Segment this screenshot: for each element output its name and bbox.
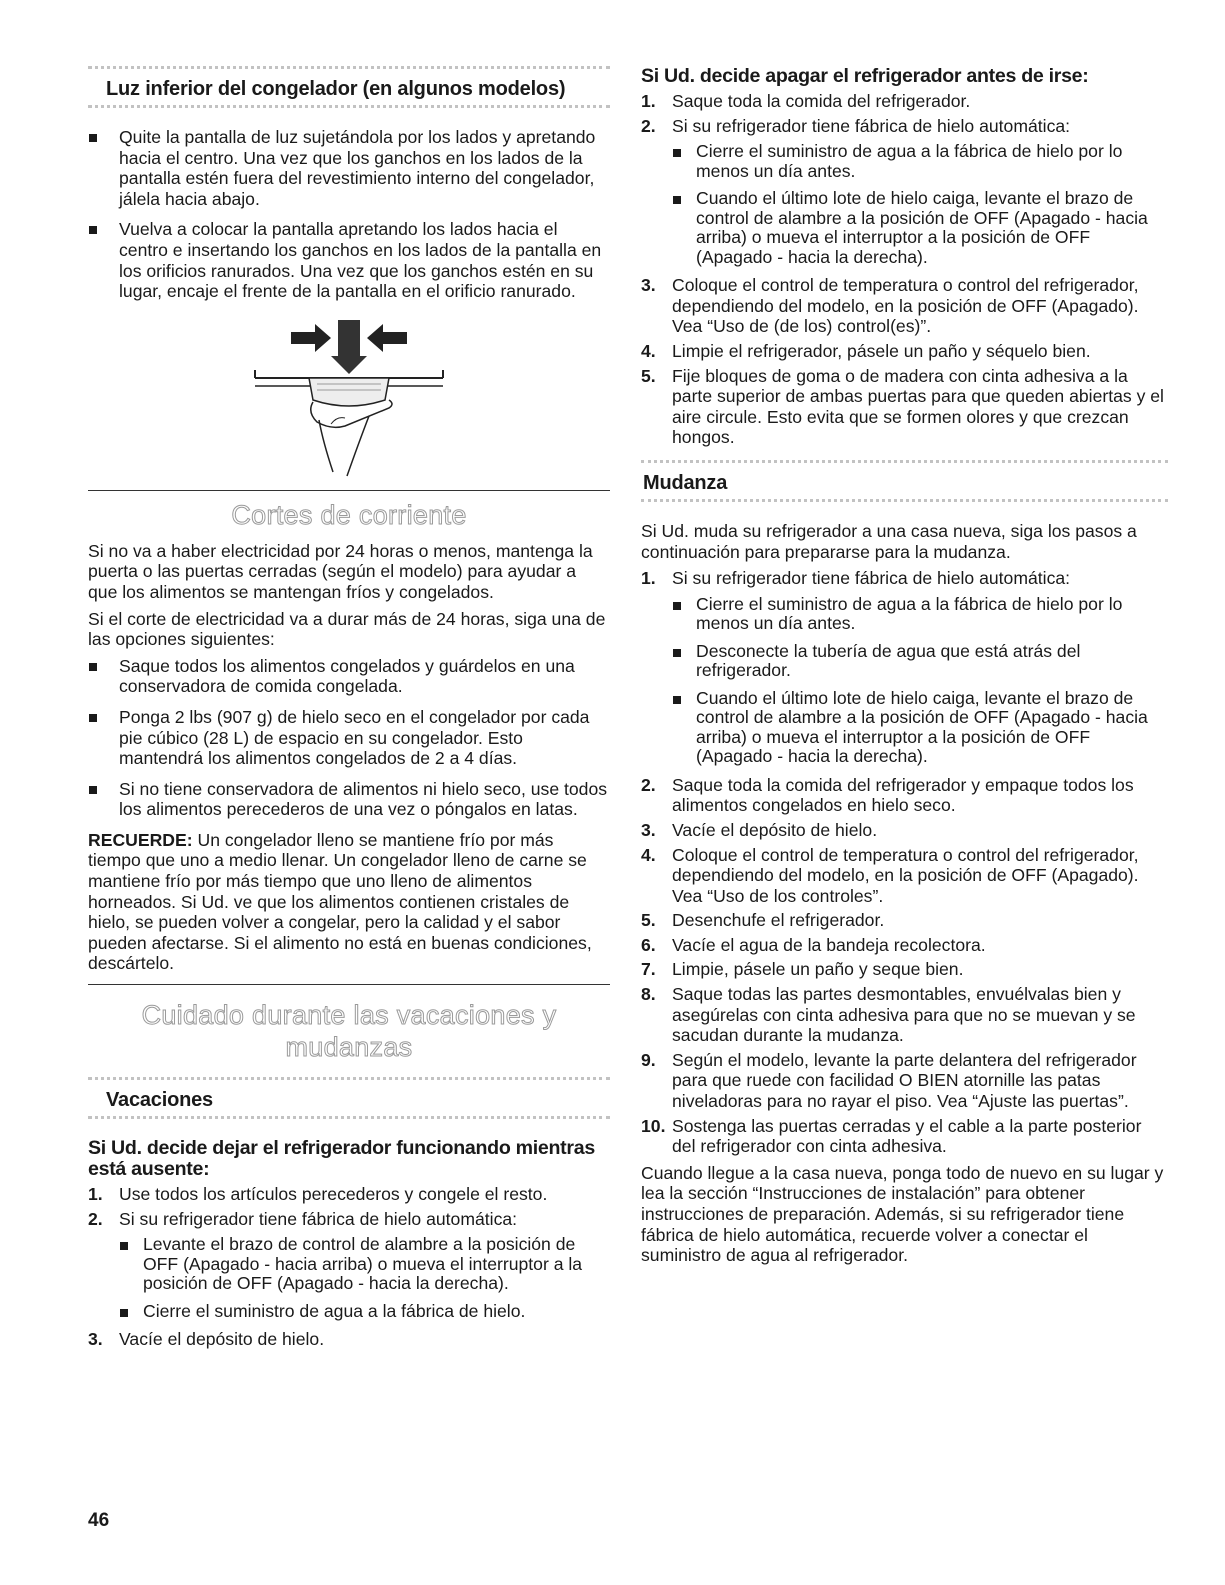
vacation-heading-block [88, 1077, 610, 1124]
step-number: 9. [641, 1049, 656, 1070]
step-number: 3. [641, 819, 656, 840]
remember-note [88, 830, 610, 974]
step-text: Vacíe el depósito de hielo. [672, 819, 878, 840]
dotted-rule [641, 460, 1168, 468]
step-text: Saque toda la comida del refrigerador y empaque todos los alimentos congelados en hielo seco. [672, 774, 1134, 816]
step-number: 1. [641, 568, 656, 589]
list-item: Desconecte la tubería de agua que está atrás del refrigerador. [641, 642, 1168, 681]
list-item: Cierre el suministro de agua a la fábrica de hielo por lo menos un día antes. [641, 142, 1168, 181]
moving-heading-block [641, 460, 1168, 507]
vacation-title-line2: mudanzas [285, 1032, 413, 1063]
moving-steps-cont [641, 775, 1168, 1157]
list-item [88, 1184, 610, 1205]
step-text: Coloque el control de temperatura o control del refrigerador, dependiendo del modelo, en la posición de OFF (Apagado). Vea “Uso de (de los) control(es)”. [672, 275, 1139, 337]
step-text: Si su refrigerador tiene fábrica de hielo automática: [672, 568, 1071, 589]
step-number: 3. [641, 275, 656, 296]
keep-running-heading: Si Ud. decide dejar el refrigerador funcionando mientras está ausente: [88, 1137, 595, 1181]
step-text: Use todos los artículos perecederos y congele el resto. [119, 1184, 548, 1205]
step-text: Limpie el refrigerador, pásele un paño y séquelo bien. [672, 340, 1091, 361]
list-item: Cuando el último lote de hielo caiga, levante el brazo de control de alambre a la posición de OFF (Apagado - hacia arriba) o mueva el interruptor a la posición de OFF (Apagado - hacia la derecha). [641, 189, 1168, 267]
freezer-light-bullets [88, 127, 610, 302]
moving-closing: Cuando llegue a la casa nueva, ponga todo de nuevo en su lugar y lea la sección “Instrucciones de instalación” para obtener instrucciones de preparación. Además, si su refrigerador tiene fábrica de hielo automática, recuerde volver a conectar el suministro de agua al refrigerador. [641, 1162, 1164, 1266]
step-text: Limpie, pásele un paño y seque bien. [672, 959, 964, 980]
step-text: Saque todas las partes desmontables, envuélvalas bien y asegúrelas con cinta adhesiva para que no se muevan y se sacudan durante la mudanza. [672, 984, 1136, 1046]
page-number: 46 [88, 1510, 110, 1531]
freezer-light-heading: Luz inferior del congelador (en algunos modelos) [106, 78, 566, 100]
vacation-moving-title [88, 999, 610, 1063]
step-number: 5. [641, 910, 656, 931]
list-item: Levante el brazo de control de alambre a la posición de OFF (Apagado - hacia arriba) o mueva el interruptor a la posición de OFF (Apagado - hacia la derecha). [88, 1235, 610, 1294]
step-number: 10. [641, 1115, 666, 1136]
list-item [641, 1116, 1168, 1157]
step-text: Vacíe el depósito de hielo. [119, 1329, 325, 1350]
vacation-steps-cont [88, 1329, 610, 1350]
turn-off-steps-cont [641, 275, 1168, 448]
moving-step1-bullets [641, 595, 1168, 767]
list-item [641, 275, 1168, 337]
step-number: 4. [641, 844, 656, 865]
list-item: Si no tiene conservadora de alimentos ni hielo seco, use todos los alimentos perecederos de una vez o póngalos en latas. [88, 779, 610, 820]
turn-off-step2-bullets [641, 142, 1168, 267]
list-item [641, 845, 1168, 907]
turn-off-steps [641, 91, 1168, 136]
step-text: Según el modelo, levante la parte delantera del refrigerador para que ruede con facilidad O BIEN atornille las patas niveladoras para no rayar el piso. Vea “Ajuste las puertas”. [672, 1049, 1137, 1112]
step-number: 2. [641, 774, 656, 795]
vacation-step2-bullets [88, 1235, 610, 1321]
step-text: Desenchufe el refrigerador. [672, 910, 885, 931]
dotted-rule [88, 66, 610, 74]
remember-text: Un congelador lleno se mantiene frío por más tiempo que uno a medio llenar. Un congelador lleno de carne se mantiene frío por más tiempo que uno lleno de alimentos horneados. Si Ud. ve que los alimentos contienen cristales de hielo, se pueden volver a congelar, pero la calidad y el sabor pueden afectarse. Si el alimento no está en buenas condiciones, descártelo. [88, 829, 592, 974]
left-column [88, 66, 610, 1356]
dotted-rule [88, 105, 610, 113]
vacation-steps [88, 1184, 610, 1229]
power-outage-title: Cortes de corriente [231, 499, 467, 530]
list-item [88, 1209, 610, 1230]
step-number: 8. [641, 984, 656, 1005]
step-text: Vacíe el agua de la bandeja recolectora. [672, 934, 986, 955]
list-item [641, 366, 1168, 448]
power-outage-bullets [88, 656, 610, 820]
moving-steps [641, 568, 1168, 589]
power-outage-para2: Si el corte de electricidad va a durar más de 24 horas, siga una de las opciones siguientes: [88, 608, 606, 650]
vacation-title-line1: Cuidado durante las vacaciones y [141, 1000, 557, 1031]
turn-off-heading: Si Ud. decide apagar el refrigerador antes de irse: [641, 65, 1089, 87]
step-number: 2. [88, 1208, 103, 1229]
moving-subheading: Mudanza [643, 471, 728, 494]
list-item [641, 984, 1168, 1046]
list-item [641, 935, 1168, 956]
step-number: 2. [641, 115, 656, 136]
list-item [641, 568, 1168, 589]
list-item [641, 959, 1168, 980]
vacation-subheading: Vacaciones [106, 1089, 213, 1112]
list-item: Cuando el último lote de hielo caiga, levante el brazo de control de alambre a la posición de OFF (Apagado - hacia arriba) o mueva el interruptor a la posición de OFF (Apagado - hacia la derecha). [641, 689, 1168, 767]
section-divider [88, 490, 610, 491]
light-shield-illustration [219, 312, 479, 482]
step-number: 6. [641, 934, 656, 955]
step-text: Sostenga las puertas cerradas y el cable a la parte posterior del refrigerador con cinta adhesiva. [672, 1115, 1142, 1157]
list-item [641, 1050, 1168, 1112]
step-number: 1. [641, 91, 656, 111]
right-column [641, 66, 1168, 1272]
power-outage-para1: Si no va a haber electricidad por 24 horas o menos, mantenga la puerta o las puertas cerradas (según el modelo) para ayudar a que los alimentos se mantengan fríos y congelados. [88, 540, 593, 602]
remember-label: RECUERDE: [88, 829, 193, 850]
moving-intro: Si Ud. muda su refrigerador a una casa nueva, siga los pasos a continuación para prepararse para la mudanza. [641, 520, 1137, 562]
list-item [641, 116, 1168, 137]
dotted-rule [88, 1077, 610, 1085]
list-item [641, 820, 1168, 841]
list-item [641, 91, 1168, 112]
list-item: Saque todos los alimentos congelados y guárdelos en una conservadora de comida congelada. [88, 656, 610, 697]
list-item [88, 1329, 610, 1350]
section-divider [88, 984, 610, 985]
list-item [641, 775, 1168, 816]
step-number: 3. [88, 1329, 103, 1350]
step-number: 5. [641, 365, 656, 386]
list-item: Cierre el suministro de agua a la fábrica de hielo. [88, 1302, 610, 1322]
list-item [641, 910, 1168, 931]
dotted-rule [88, 1116, 610, 1124]
list-item [641, 341, 1168, 362]
step-text: Coloque el control de temperatura o control del refrigerador, dependiendo del modelo, en la posición de OFF (Apagado). Vea “Uso de los controles”. [672, 844, 1139, 906]
dotted-rule [641, 499, 1168, 507]
step-number: 1. [88, 1184, 103, 1205]
freezer-light-heading-block [88, 66, 610, 113]
step-number: 7. [641, 959, 656, 980]
step-text: Si su refrigerador tiene fábrica de hielo automática: [672, 115, 1071, 136]
step-text: Saque toda la comida del refrigerador. [672, 91, 971, 111]
list-item: Vuelva a colocar la pantalla apretando los lados hacia el centro e insertando los ganchos en los lados de la pantalla en los orificios ranurados. Una vez que los ganchos estén en su lugar, encaje el frente de la pantalla en el orificio ranurado. [88, 219, 610, 301]
step-number: 4. [641, 340, 656, 361]
list-item: Ponga 2 lbs (907 g) de hielo seco en el congelador por cada pie cúbico (28 L) de espacio en su congelador. Esto mantendrá los alimentos congelados de 2 a 4 días. [88, 707, 610, 769]
step-text: Si su refrigerador tiene fábrica de hielo automática: [119, 1208, 518, 1229]
list-item: Quite la pantalla de luz sujetándola por los lados y apretando hacia el centro. Una vez que los ganchos en los lados de la pantalla estén fuera del revestimiento interno del congelador, jálela hacia abajo. [88, 127, 610, 209]
step-text: Fije bloques de goma o de madera con cinta adhesiva a la parte superior de ambas puertas para que queden abiertas y el aire circule. Esto evita que se formen olores y que crezcan hongos. [672, 365, 1164, 448]
list-item: Cierre el suministro de agua a la fábrica de hielo por lo menos un día antes. [641, 595, 1168, 634]
